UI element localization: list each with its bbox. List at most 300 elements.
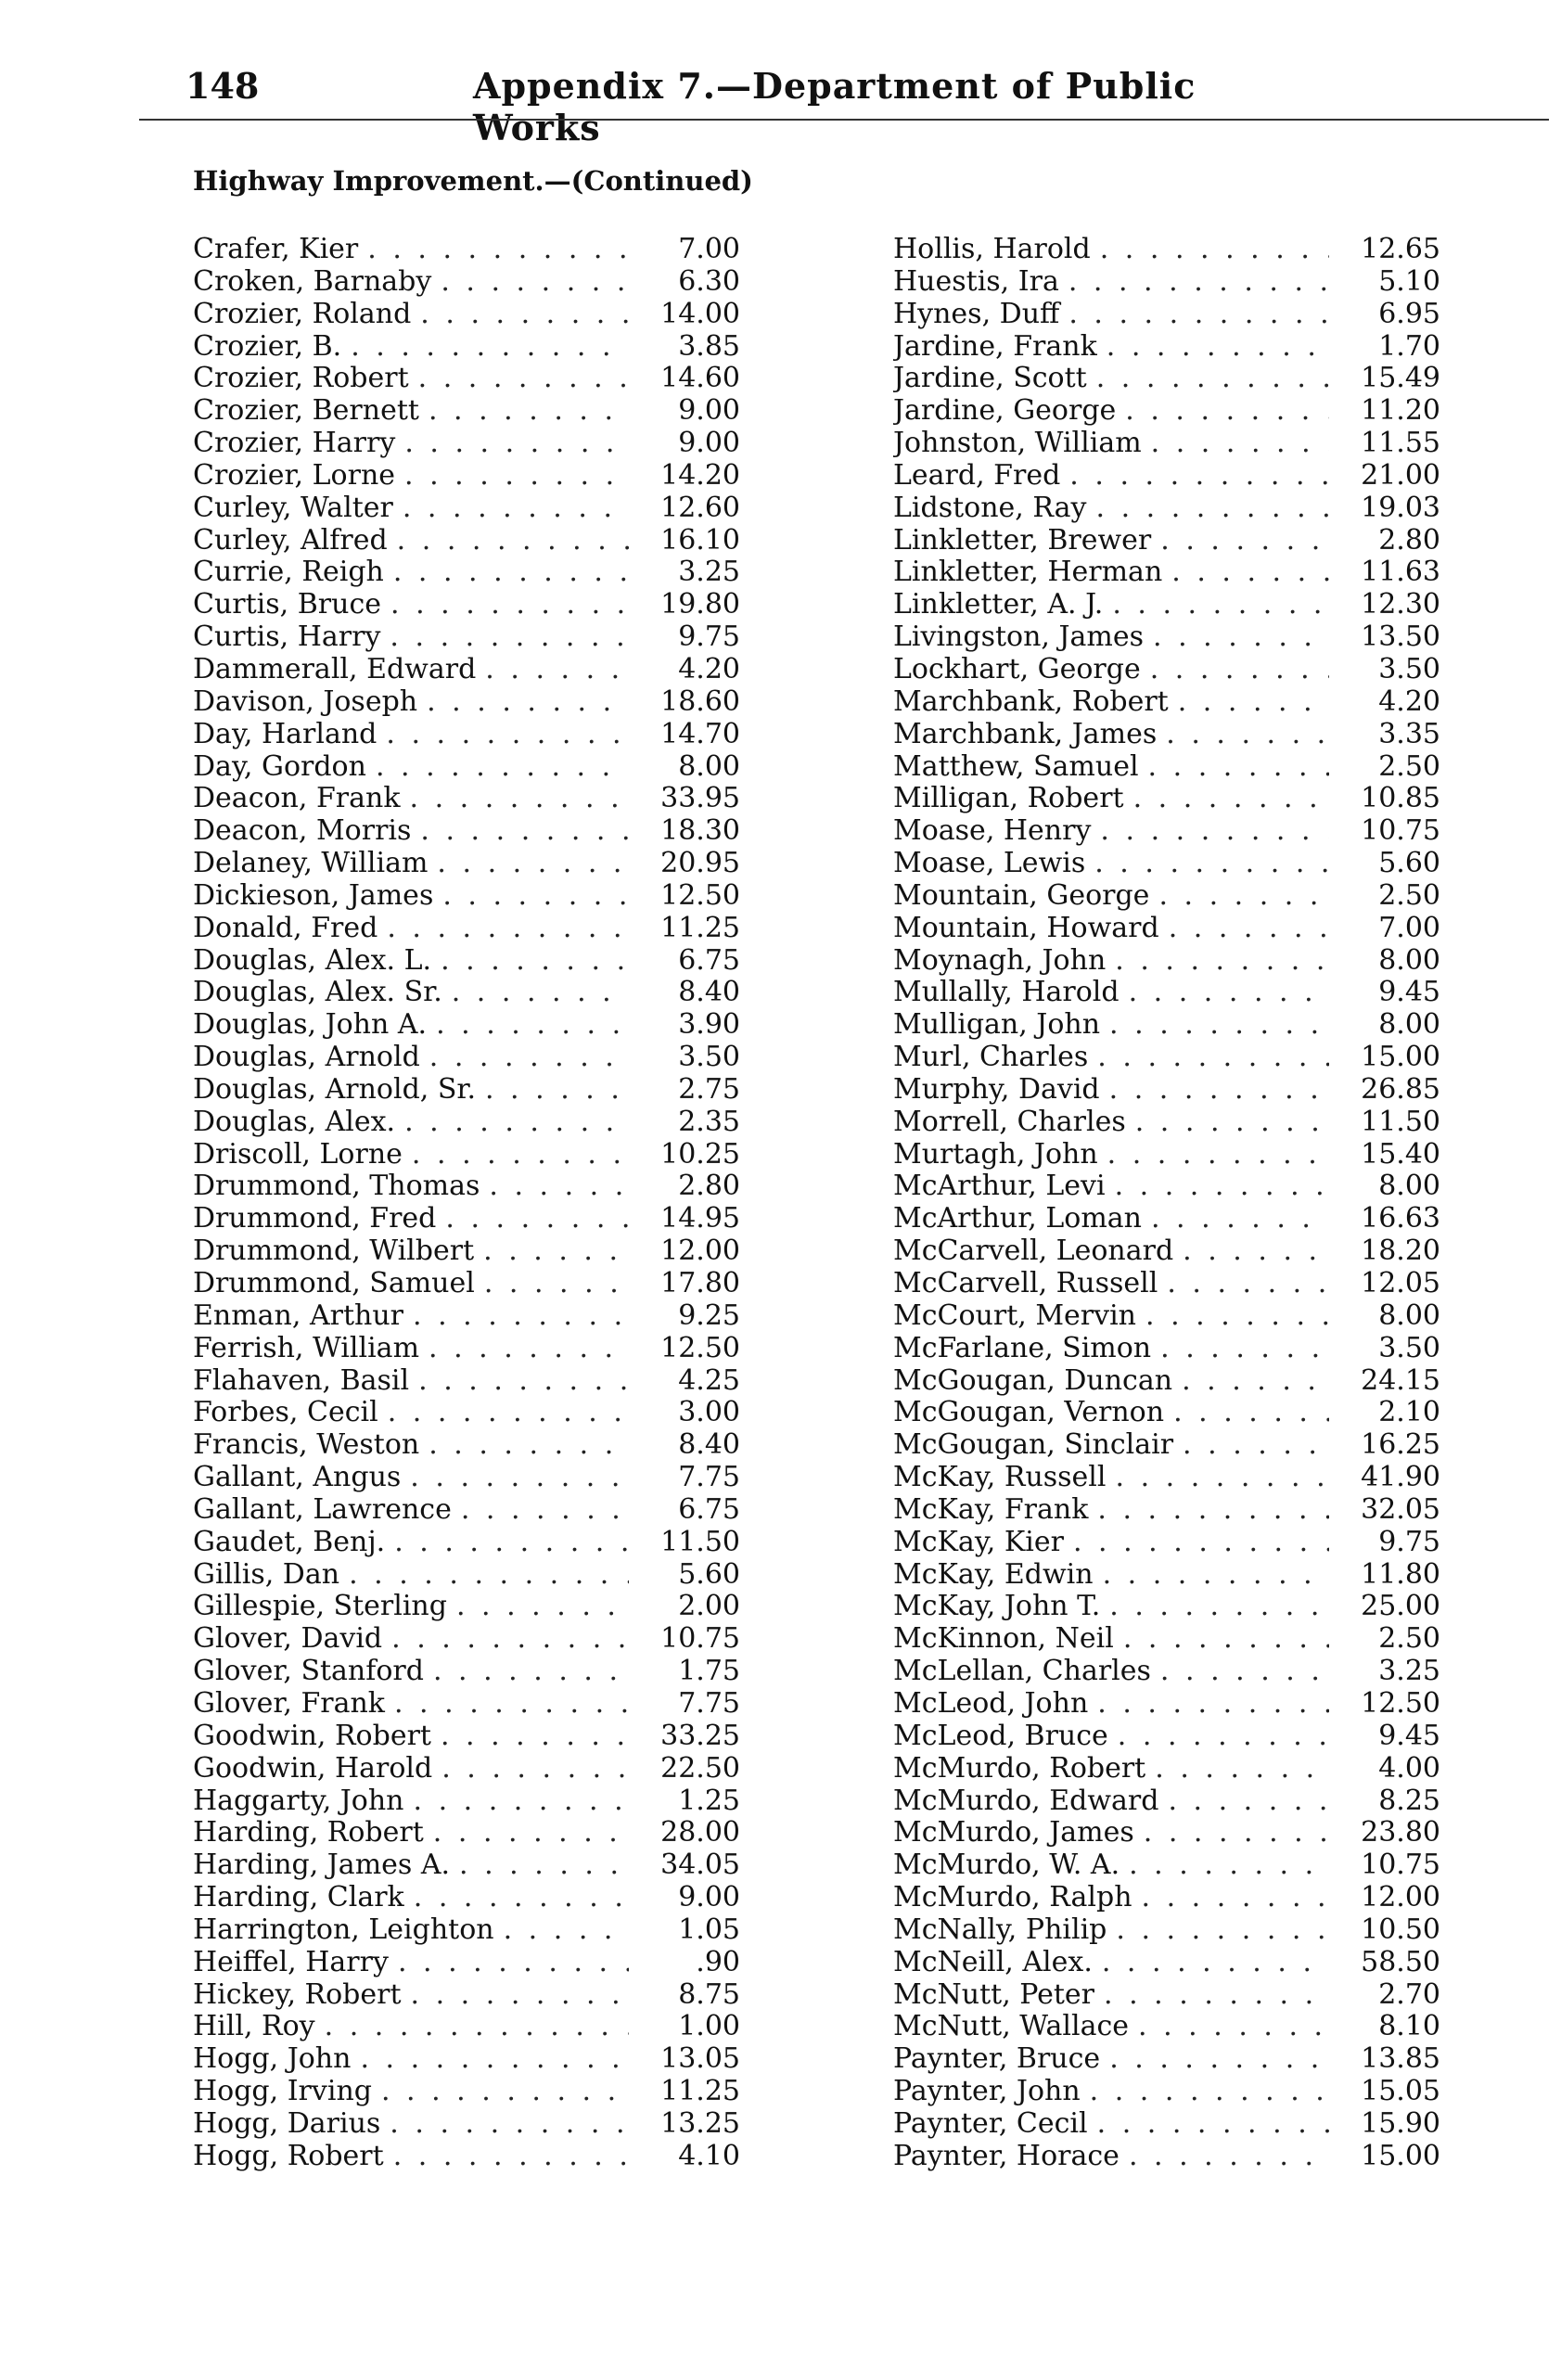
entry-name: Linkletter, Brewer xyxy=(893,524,1152,557)
entry-amount: 2.10 xyxy=(1378,1397,1440,1429)
dot-leader xyxy=(1109,1074,1329,1107)
dot-leader xyxy=(1169,913,1329,945)
entry-name: Douglas, Arnold xyxy=(193,1042,420,1074)
dot-leader xyxy=(1171,557,1329,589)
dot-leader xyxy=(1150,654,1329,686)
entry-amount: 3.00 xyxy=(678,1397,740,1429)
entry-name: Glover, Frank xyxy=(193,1687,385,1720)
dot-leader xyxy=(351,331,629,364)
entry-name: Paynter, John xyxy=(893,2076,1081,2108)
entry-name: Murphy, David xyxy=(893,1073,1100,1106)
list-item xyxy=(193,1817,740,1849)
dot-leader xyxy=(1148,751,1329,784)
list-item xyxy=(893,945,1440,978)
dot-leader xyxy=(394,1688,629,1721)
entry-name: Murl, Charles xyxy=(893,1042,1089,1074)
list-item xyxy=(893,299,1440,331)
entry-amount: 15.49 xyxy=(1361,363,1440,395)
section-title: Highway Improvement.—(Continued) xyxy=(193,165,753,197)
dot-leader xyxy=(388,1397,629,1429)
entry-amount: 7.75 xyxy=(678,1462,740,1494)
list-item xyxy=(893,2011,1440,2043)
entry-name: Harding, James A. xyxy=(193,1849,451,1882)
entry-amount: 8.75 xyxy=(678,1978,740,2011)
entry-name: Ferrish, William xyxy=(193,1332,420,1364)
entry-name: McMurdo, Edward xyxy=(893,1785,1159,1817)
entry-amount: 2.50 xyxy=(1378,879,1440,912)
entry-amount: 6.75 xyxy=(678,944,740,977)
list-item xyxy=(893,2108,1440,2141)
entry-name: Heiffel, Harry xyxy=(193,1946,389,1978)
list-item xyxy=(193,1042,740,1074)
entry-name: McKay, Kier xyxy=(893,1526,1064,1558)
entry-name: Crozier, Roland xyxy=(193,298,412,330)
entry-name: Harding, Robert xyxy=(193,1817,424,1849)
list-item xyxy=(193,719,740,751)
entry-name: Matthew, Samuel xyxy=(893,750,1139,783)
dot-leader xyxy=(489,1171,629,1203)
dot-leader xyxy=(404,460,629,493)
list-item xyxy=(893,395,1440,428)
list-item xyxy=(193,1753,740,1785)
entry-amount: 9.45 xyxy=(1378,1720,1440,1752)
dot-leader xyxy=(504,1914,629,1947)
entry-amount: 8.00 xyxy=(1378,1171,1440,1203)
list-item xyxy=(893,1171,1440,1203)
dot-leader xyxy=(452,977,629,1009)
dot-leader xyxy=(410,783,630,815)
entry-amount: 12.30 xyxy=(1361,589,1440,621)
entry-amount: 3.25 xyxy=(678,557,740,589)
list-item xyxy=(893,493,1440,525)
entry-amount: 34.05 xyxy=(660,1849,740,1882)
dot-leader xyxy=(483,1235,629,1268)
dot-leader xyxy=(1116,1462,1330,1494)
list-item xyxy=(193,331,740,364)
dot-leader xyxy=(1178,686,1329,719)
list-item xyxy=(193,1139,740,1171)
entry-amount: 9.00 xyxy=(678,1882,740,1914)
entry-name: Deacon, Frank xyxy=(193,783,401,815)
entry-amount: 12.60 xyxy=(660,492,740,524)
dot-leader xyxy=(1103,1559,1329,1592)
entry-name: Marchbank, James xyxy=(893,718,1158,750)
dot-leader xyxy=(1069,460,1329,493)
dot-leader xyxy=(1115,945,1329,978)
entry-amount: 18.30 xyxy=(660,815,740,848)
entry-name: Harrington, Leighton xyxy=(193,1913,494,1946)
list-item xyxy=(193,1074,740,1107)
dot-leader xyxy=(1097,1688,1329,1721)
dot-leader xyxy=(381,2076,629,2108)
page-header xyxy=(186,58,1317,148)
entry-name: Linkletter, Herman xyxy=(893,557,1163,589)
dot-leader xyxy=(412,1139,629,1171)
entry-amount: 18.60 xyxy=(660,685,740,718)
list-item xyxy=(893,2043,1440,2076)
entry-name: Morrell, Charles xyxy=(893,1106,1126,1138)
entry-name: Moase, Lewis xyxy=(893,848,1086,880)
dot-leader xyxy=(441,945,629,978)
list-item xyxy=(193,428,740,460)
entry-amount: 12.50 xyxy=(1361,1687,1440,1720)
entry-amount: 8.00 xyxy=(678,750,740,783)
list-item xyxy=(893,1139,1440,1171)
entry-amount: 11.50 xyxy=(660,1526,740,1558)
dot-leader xyxy=(1160,1656,1329,1688)
entry-name: McGougan, Sinclair xyxy=(893,1429,1174,1462)
entry-name: McMurdo, Ralph xyxy=(893,1882,1132,1914)
entry-amount: 9.45 xyxy=(1378,977,1440,1009)
dot-leader xyxy=(1100,815,1329,848)
dot-leader xyxy=(404,428,629,460)
entry-name: McLeod, John xyxy=(893,1687,1089,1720)
list-item xyxy=(193,2076,740,2108)
entry-amount: 4.10 xyxy=(678,2140,740,2172)
entry-name: Driscoll, Lorne xyxy=(193,1138,403,1171)
dot-leader xyxy=(1160,1333,1329,1365)
dot-leader xyxy=(1183,1235,1329,1268)
entry-name: Hogg, John xyxy=(193,2043,352,2076)
dot-leader xyxy=(1145,1300,1329,1333)
list-item xyxy=(893,1042,1440,1074)
list-item xyxy=(893,1849,1440,1882)
entry-amount: 3.25 xyxy=(1378,1656,1440,1688)
entry-amount: 8.25 xyxy=(1378,1785,1440,1817)
list-item xyxy=(893,751,1440,784)
entry-name: Milligan, Robert xyxy=(893,783,1124,815)
entry-name: Douglas, Alex. L. xyxy=(193,944,432,977)
list-item xyxy=(893,1882,1440,1914)
list-item xyxy=(193,1688,740,1721)
list-item xyxy=(193,363,740,395)
list-item xyxy=(893,428,1440,460)
dot-leader xyxy=(403,493,629,525)
entry-name: Crafer, Kier xyxy=(193,234,359,265)
list-item xyxy=(193,1203,740,1235)
list-item xyxy=(893,460,1440,493)
list-item xyxy=(893,913,1440,945)
entry-amount: 4.00 xyxy=(1378,1752,1440,1785)
entry-amount: 10.75 xyxy=(1361,1849,1440,1882)
list-item xyxy=(893,719,1440,751)
dot-leader xyxy=(1129,1849,1329,1882)
entry-name: McKay, Russell xyxy=(893,1462,1107,1494)
list-item xyxy=(193,1656,740,1688)
dot-leader xyxy=(397,525,629,557)
dot-leader xyxy=(1097,1494,1329,1527)
entry-name: McGougan, Duncan xyxy=(893,1364,1173,1397)
entry-amount: 7.00 xyxy=(1378,912,1440,944)
entry-name: McGougan, Vernon xyxy=(893,1397,1165,1429)
list-item xyxy=(193,299,740,331)
entry-name: Jardine, Frank xyxy=(893,330,1097,363)
entry-amount: 22.50 xyxy=(660,1752,740,1785)
entry-name: Gillis, Dan xyxy=(193,1558,340,1591)
list-item xyxy=(893,1656,1440,1688)
entry-amount: 17.80 xyxy=(660,1268,740,1299)
list-item xyxy=(193,493,740,525)
dot-leader xyxy=(349,1559,629,1592)
list-item xyxy=(893,2141,1440,2173)
dot-leader xyxy=(427,686,629,719)
entry-amount: 8.00 xyxy=(1378,1009,1440,1042)
dot-leader xyxy=(485,654,629,686)
entry-amount: 9.00 xyxy=(678,395,740,428)
dot-leader xyxy=(1142,1882,1329,1914)
dot-leader xyxy=(1097,1042,1329,1074)
list-item xyxy=(193,557,740,589)
list-item xyxy=(193,686,740,719)
entry-name: Moase, Henry xyxy=(893,815,1092,848)
entry-amount: 2.35 xyxy=(678,1106,740,1138)
dot-leader xyxy=(1107,331,1329,364)
dot-leader xyxy=(1094,848,1329,880)
entry-name: Johnston, William xyxy=(893,428,1142,460)
entry-amount: 5.60 xyxy=(1378,848,1440,880)
list-item xyxy=(893,1623,1440,1656)
entry-amount: 13.85 xyxy=(1361,2043,1440,2076)
entry-amount: 16.10 xyxy=(660,524,740,557)
entry-name: Dammerall, Edward xyxy=(193,653,477,685)
entry-name: Jardine, George xyxy=(893,395,1117,428)
dot-leader xyxy=(429,395,629,428)
entry-amount: 8.00 xyxy=(1378,944,1440,977)
entry-amount: 24.15 xyxy=(1361,1364,1440,1397)
list-item xyxy=(193,913,740,945)
entry-name: Curtis, Bruce xyxy=(193,589,381,621)
entry-amount: 12.00 xyxy=(660,1235,740,1268)
entry-name: Douglas, John A. xyxy=(193,1009,428,1042)
list-item xyxy=(893,589,1440,621)
dot-leader xyxy=(456,1591,629,1623)
entry-amount: 4.20 xyxy=(678,653,740,685)
list-item xyxy=(193,880,740,913)
list-item xyxy=(893,1591,1440,1623)
entry-name: McNally, Philip xyxy=(893,1913,1107,1946)
entry-name: Mullally, Harold xyxy=(893,977,1120,1009)
list-item xyxy=(893,621,1440,654)
dot-leader xyxy=(445,1203,629,1235)
entry-name: Livingston, James xyxy=(893,621,1144,654)
entry-name: Drummond, Fred xyxy=(193,1203,437,1235)
dot-leader xyxy=(1153,621,1329,654)
entry-amount: 12.65 xyxy=(1361,234,1440,265)
list-item xyxy=(893,977,1440,1009)
entry-name: Crozier, B. xyxy=(193,330,342,363)
entry-amount: 3.50 xyxy=(1378,1332,1440,1364)
entry-name: Paynter, Cecil xyxy=(893,2107,1088,2140)
entry-amount: 13.50 xyxy=(1361,621,1440,654)
entry-amount: 11.55 xyxy=(1361,428,1440,460)
dot-leader xyxy=(429,1429,629,1462)
entry-amount: 20.95 xyxy=(660,848,740,880)
left-column xyxy=(193,234,740,2173)
dot-leader xyxy=(325,2011,629,2043)
dot-leader xyxy=(1144,1817,1329,1849)
entry-name: McMurdo, James xyxy=(893,1817,1134,1849)
entry-name: Drummond, Thomas xyxy=(193,1171,480,1203)
dot-leader xyxy=(393,2141,629,2173)
list-item xyxy=(893,1947,1440,1979)
list-item xyxy=(193,945,740,978)
list-item xyxy=(893,1527,1440,1559)
list-item xyxy=(193,1914,740,1947)
entry-name: Paynter, Horace xyxy=(893,2140,1120,2172)
dot-leader xyxy=(420,299,629,331)
list-item xyxy=(193,589,740,621)
list-item xyxy=(193,1721,740,1753)
list-item xyxy=(893,1397,1440,1429)
entry-name: Lidstone, Ray xyxy=(893,492,1087,524)
entry-name: Huestis, Ira xyxy=(893,265,1059,298)
entry-amount: 4.20 xyxy=(1378,685,1440,718)
dot-leader xyxy=(1112,589,1329,621)
dot-leader xyxy=(1068,299,1329,331)
entry-name: Curley, Walter xyxy=(193,492,393,524)
list-item xyxy=(893,1979,1440,2012)
entry-name: Douglas, Arnold, Sr. xyxy=(193,1073,476,1106)
entry-name: Crozier, Harry xyxy=(193,428,396,460)
list-item xyxy=(193,621,740,654)
list-item xyxy=(193,1009,740,1042)
list-item xyxy=(193,977,740,1009)
list-item xyxy=(893,363,1440,395)
dot-leader xyxy=(420,815,629,848)
entry-name: Goodwin, Harold xyxy=(193,1752,433,1785)
entry-name: Goodwin, Robert xyxy=(193,1720,431,1752)
list-item xyxy=(193,1462,740,1494)
entry-amount: 26.85 xyxy=(1361,1073,1440,1106)
entry-amount: 10.25 xyxy=(660,1138,740,1171)
list-item xyxy=(193,1300,740,1333)
dot-leader xyxy=(418,363,629,395)
list-item xyxy=(893,2076,1440,2108)
entry-name: McMurdo, Robert xyxy=(893,1752,1146,1785)
list-item xyxy=(893,1107,1440,1139)
dot-leader xyxy=(390,2108,629,2141)
entry-name: Paynter, Bruce xyxy=(893,2043,1101,2076)
entry-name: McKay, John T. xyxy=(893,1591,1101,1623)
dot-leader xyxy=(1097,2108,1329,2141)
dot-leader xyxy=(459,1849,629,1882)
list-item xyxy=(893,1559,1440,1592)
list-item xyxy=(193,1559,740,1592)
dot-leader xyxy=(1107,1139,1329,1171)
entry-amount: 2.80 xyxy=(1378,524,1440,557)
entry-name: Davison, Joseph xyxy=(193,685,418,718)
list-item xyxy=(193,395,740,428)
entry-name: Crozier, Lorne xyxy=(193,459,396,492)
entry-amount: 1.75 xyxy=(678,1656,740,1688)
entry-amount: 11.63 xyxy=(1361,557,1440,589)
list-item xyxy=(193,1882,740,1914)
entry-amount: 11.50 xyxy=(1361,1106,1440,1138)
entry-name: Moynagh, John xyxy=(893,944,1107,977)
entry-amount: 1.05 xyxy=(678,1913,740,1946)
list-item xyxy=(893,1785,1440,1818)
entry-amount: 4.25 xyxy=(678,1364,740,1397)
entry-amount: 14.70 xyxy=(660,718,740,750)
dot-leader xyxy=(376,751,629,784)
dot-leader xyxy=(1115,1171,1329,1203)
list-item xyxy=(893,1365,1440,1398)
list-item xyxy=(893,1203,1440,1235)
dot-leader xyxy=(386,719,629,751)
entry-amount: 10.85 xyxy=(1361,783,1440,815)
entry-amount: 15.05 xyxy=(1361,2076,1440,2108)
dot-leader xyxy=(1167,1268,1329,1300)
list-item xyxy=(893,331,1440,364)
entry-amount: 2.50 xyxy=(1378,1623,1440,1656)
entry-name: McNeill, Alex. xyxy=(893,1946,1093,1978)
dot-leader xyxy=(442,880,629,913)
list-item xyxy=(893,1268,1440,1300)
dot-leader xyxy=(1068,266,1329,299)
entry-amount: 12.50 xyxy=(660,1332,740,1364)
entry-name: McCarvell, Russell xyxy=(893,1268,1158,1299)
entry-amount: 32.05 xyxy=(1361,1493,1440,1526)
entry-amount: 5.10 xyxy=(1378,265,1440,298)
list-item xyxy=(893,1333,1440,1365)
list-item xyxy=(193,783,740,815)
entry-amount: 9.75 xyxy=(678,621,740,654)
list-item xyxy=(893,557,1440,589)
entry-amount: 6.30 xyxy=(678,265,740,298)
list-item xyxy=(893,783,1440,815)
entry-amount: 8.00 xyxy=(1378,1299,1440,1332)
entry-amount: 14.00 xyxy=(660,298,740,330)
entry-amount: 21.00 xyxy=(1361,459,1440,492)
list-item xyxy=(193,1623,740,1656)
entry-name: Curtis, Harry xyxy=(193,621,381,654)
entry-amount: 10.50 xyxy=(1361,1913,1440,1946)
list-item xyxy=(193,1527,740,1559)
dot-leader xyxy=(1129,2141,1329,2173)
entry-amount: 10.75 xyxy=(1361,815,1440,848)
list-item xyxy=(893,1817,1440,1849)
entry-amount: 6.95 xyxy=(1378,298,1440,330)
list-item xyxy=(893,686,1440,719)
entry-name: Hogg, Robert xyxy=(193,2140,384,2172)
list-item xyxy=(193,460,740,493)
dot-leader xyxy=(429,1042,629,1074)
entry-amount: 15.40 xyxy=(1361,1138,1440,1171)
running-title: Appendix 7.—Department of Public Works xyxy=(473,65,1196,148)
entry-name: Currie, Reigh xyxy=(193,557,384,589)
dot-leader xyxy=(1102,1947,1329,1979)
dot-leader xyxy=(441,266,629,299)
dot-leader xyxy=(1109,2043,1329,2076)
entry-name: McKay, Frank xyxy=(893,1493,1089,1526)
entry-amount: 12.50 xyxy=(660,879,740,912)
entry-name: Deacon, Morris xyxy=(193,815,412,848)
list-item xyxy=(193,1979,740,2012)
entry-amount: 8.10 xyxy=(1378,2011,1440,2043)
list-item xyxy=(193,1591,740,1623)
dot-leader xyxy=(429,1333,629,1365)
entry-name: Dickieson, James xyxy=(193,879,434,912)
entry-name: McArthur, Loman xyxy=(893,1203,1142,1235)
dot-leader xyxy=(1168,1785,1329,1818)
entry-amount: .90 xyxy=(696,1946,740,1978)
entry-name: Glover, Stanford xyxy=(193,1656,424,1688)
dot-leader xyxy=(1151,1203,1329,1235)
dot-leader xyxy=(1151,428,1329,460)
dot-leader xyxy=(1173,1397,1329,1429)
list-item xyxy=(893,1462,1440,1494)
list-item xyxy=(893,1009,1440,1042)
